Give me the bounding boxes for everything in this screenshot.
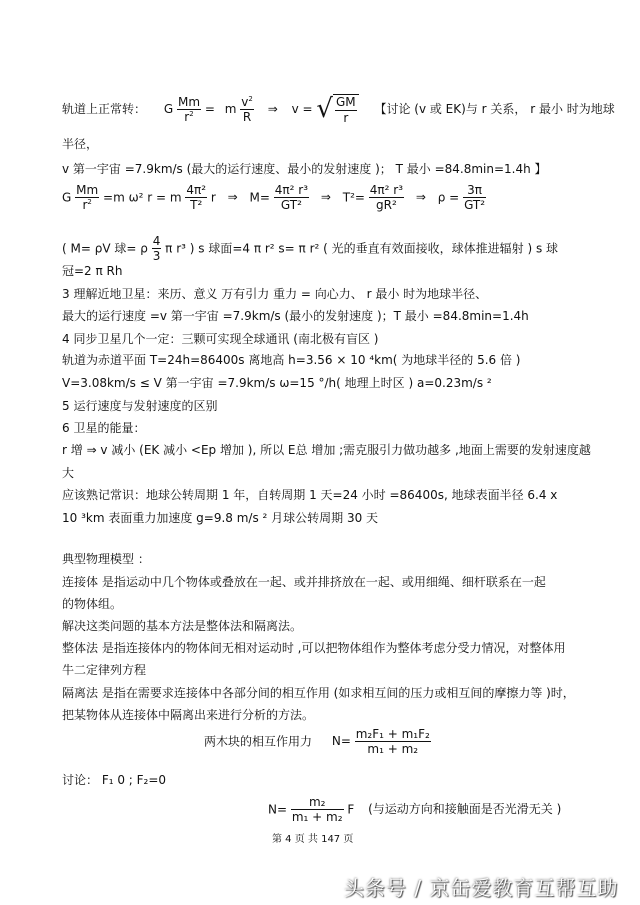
item-common-knowledge: 应该熟记常识：地球公转周期 1 年，自转周期 1 天=24 小时 =86400s, 地球表面半径 6.4 x <box>62 488 558 502</box>
gravitation-equations: G $\frac{Mm}{r^2}$ =m ω² r = m $\frac{\text{4π²}}{\text{T²}}$ r ⇒ M= $\frac{\text{4π² r³}}{\text{GT²}}$ ⇒ T²= $\frac{\text{4π² r³}}{\text{gR²}}$ ⇒ ρ = $\frac{3\pi}{\text{GT²}}$ <box>62 183 486 213</box>
orbit-speed-line: v 第一宇宙 =7.9km/s (最大的运行速度、最小的发射速度 )； T 最小 =84.8min=1.4h 】 <box>62 162 547 176</box>
connected-body-def-cont: 的物体组。 <box>62 597 123 611</box>
section-title: 典型物理模型 ： <box>62 552 150 566</box>
fraction-mm-r2: $\frac{Mm}{r^2}$ <box>177 94 201 125</box>
item-near-satellite-speed: 最大的运行速度 =v 第一宇宙 =7.9km/s (最小的发射速度 )；T 最小 =84.8min=1.4h <box>62 309 529 323</box>
whole-method-def-cont: 牛二定律列方程 <box>62 663 147 677</box>
item-sync-orbit: 轨道为赤道平面 T=24h=86400s 离地高 h=3.56 × 10 ⁴km( 为地球半径的 5.6 倍 ) <box>62 353 521 367</box>
item-speed-difference: 5 运行速度与发射速度的区别 <box>62 399 218 413</box>
item-sync-speed: V=3.08km/s ≤ V 第一宇宙 =7.9km/s ω=15 °/h( 地理上时区 ) a=0.23m/s ² <box>62 376 492 390</box>
interaction-force-formula: 两木块的相互作用力 N= $\frac{\text{m₂F₁ + m₁F₂}}{\text{m₁ + m₂}}$ <box>204 727 430 757</box>
page-footer: 第 4 页 共 147 页 <box>272 834 354 845</box>
orbit-radius: 半径， <box>62 137 99 151</box>
orbit-equation: 轨道上正常转： G $\frac{Mm}{r^2}$ = m $\frac{v^2}{R}$ ⇒ v = √ $\frac{GM}{r}$ 【讨论 (v 或 EK)与 r 关系， r 最小 时为地球 <box>62 94 615 125</box>
fraction-v2-R: $\frac{v^2}{R}$ <box>241 94 253 125</box>
whole-method-def: 整体法 是指连接体内的物体间无相对运动时 ,可以把物体组作为整体考虑分受力情况，对整体用 <box>62 641 566 655</box>
special-case-formula: N= $\frac{\text{m₂}}{\text{m₁ + m₂}}$ F (与运动方向和接触面是否光滑无关 ) <box>268 795 562 825</box>
method-line: 解决这类问题的基本方法是整体法和隔离法。 <box>62 619 303 633</box>
item-energy-detail: r 增 ⇒ v 减小 (EK 减小 <Ep 增加 ), 所以 E总 增加 ;需克服引力做功越多 ,地面上需要的发射速度越 <box>62 443 591 457</box>
item-satellite-energy: 6 卫星的能量： <box>62 421 146 435</box>
fraction-gm-r: $\frac{GM}{r}$ <box>335 95 356 125</box>
orbit-discussion: 【讨论 (v 或 EK)与 r 关系， r 最小 时为地球 <box>374 102 615 117</box>
orbit-label: 轨道上正常转： <box>62 102 147 117</box>
discussion-line: 讨论： F₁ 0 ; F₂=0 <box>62 773 167 787</box>
watermark: 头条号 / 京缶爱教育互帮互助 <box>344 876 619 900</box>
density-area-line: ( M= ρV 球= ρ $\frac{4}{3}$ π r³ ) s 球面=4 π r² s= π r² ( 光的垂直有效面接收，球体推进辐射 ) s 球 <box>62 234 559 264</box>
item-energy-detail-cont: 大 <box>62 466 75 480</box>
item-sync-satellite: 4 同步卫星几个一定：三颗可实现全球通讯 (南北极有盲区 ) <box>62 332 379 346</box>
item-common-knowledge-cont: 10 ³km 表面重力加速度 g=9.8 m/s ² 月球公转周期 30 天 <box>62 511 379 525</box>
sqrt-icon: √ <box>316 94 333 124</box>
connected-body-def: 连接体 是指运动中几个物体或叠放在一起、或并排挤放在一起、或用细绳、细杆联系在一起 <box>62 575 546 589</box>
isolation-method-def-cont: 把某物体从连接体中隔离出来进行分析的方法。 <box>62 708 315 722</box>
isolation-method-def: 隔离法 是指在需要求连接体中各部分间的相互作用 (如求相互间的压力或相互间的摩擦力等 )时， <box>62 686 575 700</box>
cap-area-line: 冠=2 π Rh <box>62 264 123 278</box>
item-near-satellite: 3 理解近地卫星：来历、意义 万有引力 重力 = 向心力、 r 最小 时为地球半径、 <box>62 287 488 301</box>
